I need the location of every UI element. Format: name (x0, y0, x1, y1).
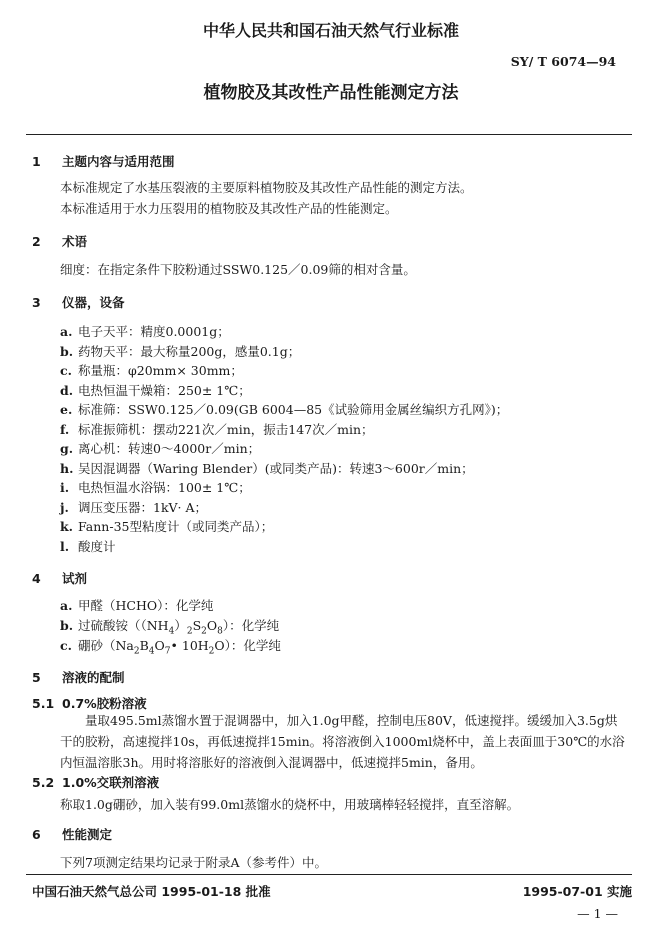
section-5-1-para: 量取495.5ml蒸馏水置于混调器中，加入1.0g甲醛，控制电压80V，低速搅拌。缓缓加入3.5g烘干的胶粉，高速搅拌10s，再低速搅拌15min。将溶液倒入1000ml烧杯中，盖上表面皿于30℃的水浴内恒温溶胀3h。用时将溶胀好的溶液倒入混调器中，低速搅拌5min，备用。 (60, 713, 625, 770)
reagent-item: a. 甲醛（HCHO）：化学纯 (60, 598, 214, 613)
equipment-item: c. 称量瓶：φ20mm× 30mm； (60, 363, 243, 378)
section-2-heading: 2 术语 (32, 234, 88, 249)
equipment-item: h. 吴因混调器（Waring Blender）(或同类产品)：转速3～600r／min； (60, 460, 474, 476)
equipment-item: g. 离心机：转速0～4000r／min； (60, 441, 261, 456)
section-5-1-heading: 5.1 0.7%胶粉溶液 (32, 696, 147, 711)
equipment-item: b. 药物天平：最大称量200g，感量0.1g； (60, 343, 301, 359)
equipment-item: e. 标准筛：SSW0.125／0.09(GB 6004—85《试验筛用金属丝编织方孔网》)； (60, 402, 509, 417)
equipment-item: k. Fann-35型粘度计（或同类产品）； (60, 519, 274, 534)
section-1-para-1: 本标准规定了水基压裂液的主要原料植物胶及其改性产品性能的测定方法。 (60, 180, 473, 195)
section-6-heading: 6 性能测定 (32, 827, 113, 842)
approval-line: 中国石油天然气总公司 1995-01-18 批准 (32, 884, 271, 899)
section-5-2-heading: 5.2 1.0%交联剂溶液 (32, 775, 160, 790)
standard-number: SY/ T 6074—94 (510, 54, 616, 69)
equipment-item: f. 标准振筛机：摆动221次／min，振击147次／min； (60, 421, 374, 437)
section-6-para-1: 下列7项测定结果均记录于附录A（参考件）中。 (60, 855, 327, 870)
org-title: 中华人民共和国石油天然气行业标准 (202, 21, 459, 40)
section-5-2-para: 称取1.0g硼砂，加入装有99.0ml蒸馏水的烧杯中，用玻璃棒轻轻搅拌，直至溶解。 (60, 797, 520, 812)
document-title: 植物胶及其改性产品性能测定方法 (203, 83, 459, 103)
equipment-item: j. 调压变压器：1kV· A； (60, 499, 208, 515)
equipment-item: a. 电子天平：精度0.0001g； (60, 324, 230, 339)
page-number: — 1 — (577, 906, 618, 921)
section-4-heading: 4 试剂 (32, 571, 88, 586)
section-2-para-1: 细度：在指定条件下胶粉通过SSW0.125／0.09筛的相对含量。 (60, 262, 416, 277)
section-1-para-2: 本标准适用于水力压裂用的植物胶及其改性产品的性能测定。 (60, 201, 398, 216)
section-5-heading: 5 溶液的配制 (32, 670, 125, 685)
implementation-date: 1995-07-01 实施 (522, 884, 632, 899)
section-1-heading: 1 主题内容与适用范围 (32, 154, 175, 169)
equipment-item: i. 电热恒温水浴锅：100± 1℃； (60, 480, 251, 495)
equipment-item: d. 电热恒温干燥箱：250± 1℃； (60, 382, 251, 398)
reagent-item: c. 硼砂（$Na_2B_4O_7•$ $10H_2O$）：化学纯 (60, 638, 281, 657)
equipment-item: l. 酸度计 (60, 538, 116, 554)
section-3-heading: 3 仪器，设备 (32, 295, 125, 310)
header-rule (26, 134, 632, 135)
reagent-item: b. 过硫酸铵$((NH_4)_2S_2O_8)$：化学纯 (60, 618, 280, 637)
footer-rule (26, 874, 632, 875)
